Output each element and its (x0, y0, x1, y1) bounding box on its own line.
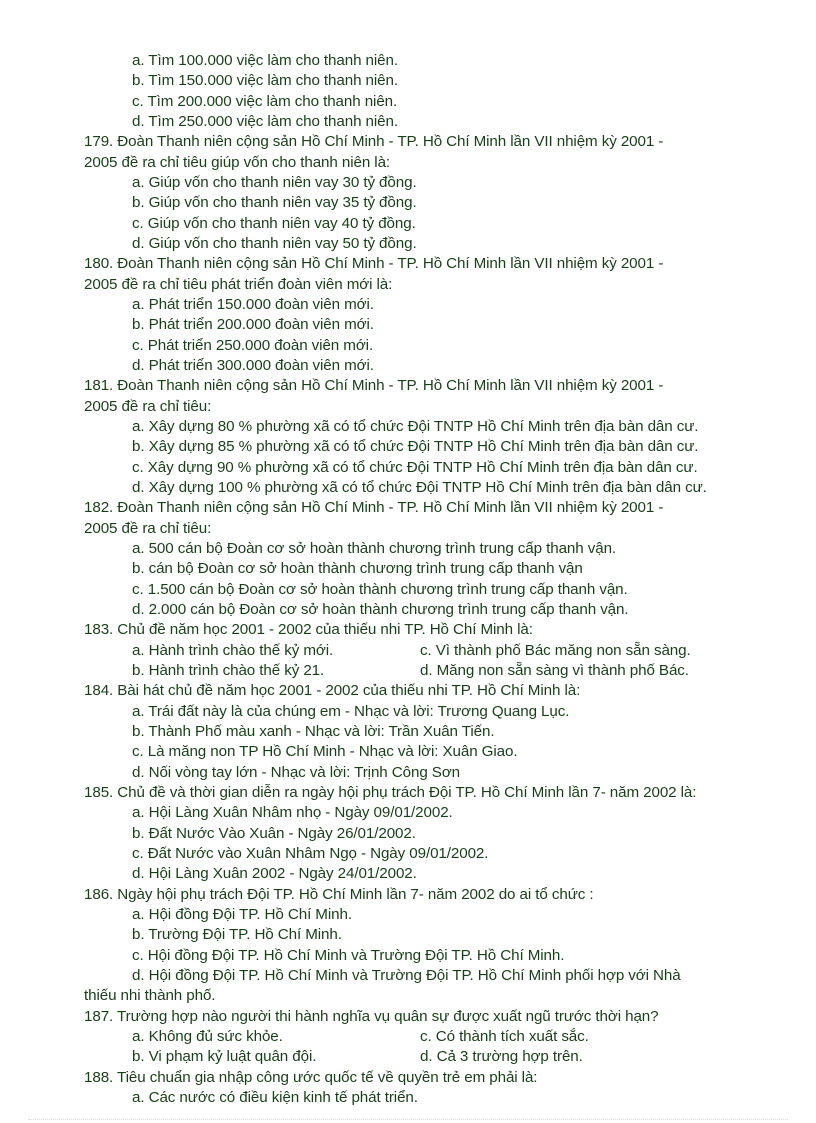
q184-option-a: a. Trái đất này là của chúng em - Nhạc và lời: Trương Quang Lục. (132, 703, 570, 720)
q185-question-line1: 185. Chủ đề và thời gian diễn ra ngày hội phụ trách Đội TP. Hồ Chí Minh lần 7- năm 2002 là: (84, 784, 697, 801)
q180-option-d: d. Phát triển 300.000 đoàn viên mới. (132, 357, 374, 374)
q180-option-a: a. Phát triển 150.000 đoàn viên mới. (132, 296, 374, 313)
q187-question-line1: 187. Trường hợp nào người thi hành nghĩa vụ quân sự được xuất ngũ trước thời hạn? (84, 1008, 659, 1025)
q179-option-b: b. Giúp vốn cho thanh niên vay 35 tỷ đồng. (132, 194, 417, 211)
q183-option-a: a. Hành trình chào thế kỷ mới. (132, 642, 334, 659)
page-bottom-divider (28, 1119, 788, 1120)
q179-option-d: d. Giúp vốn cho thanh niên vay 50 tỷ đồng. (132, 235, 417, 252)
q183-option-c: c. Vì thành phố Bác măng non sẵn sàng. (420, 642, 691, 659)
q183-question-line1: 183. Chủ đề năm học 2001 - 2002 của thiếu nhi TP. Hồ Chí Minh là: (84, 621, 533, 638)
q186-option-c: c. Hội đồng Đội TP. Hồ Chí Minh và Trường Đội TP. Hồ Chí Minh. (132, 947, 565, 964)
q185-option-a: a. Hội Làng Xuân Nhâm nhọ - Ngày 09/01/2002. (132, 804, 453, 821)
q183-option-d: d. Măng non sẵn sàng vì thành phố Bác. (420, 662, 689, 679)
q187-option-a: a. Không đủ sức khỏe. (132, 1028, 283, 1045)
q182-option-b: b. cán bộ Đoàn cơ sở hoàn thành chương trình trung cấp thanh vận (132, 560, 583, 577)
q182-question-line2: 2005 đề ra chỉ tiêu: (84, 520, 212, 537)
q179-question-line1: 179. Đoàn Thanh niên cộng sản Hồ Chí Minh - TP. Hồ Chí Minh lần VII nhiệm kỳ 2001 - (84, 133, 664, 150)
q182-option-c: c. 1.500 cán bộ Đoàn cơ sở hoàn thành chương trình trung cấp thanh vận. (132, 581, 628, 598)
q178-option-b: b. Tìm 150.000 việc làm cho thanh niên. (132, 72, 398, 89)
q186-option-d-continued: thiếu nhi thành phố. (84, 987, 216, 1004)
q185-option-b: b. Đất Nước Vào Xuân - Ngày 26/01/2002. (132, 825, 416, 842)
q186-question-line1: 186. Ngày hội phụ trách Đội TP. Hồ Chí Minh lần 7- năm 2002 do ai tổ chức : (84, 886, 594, 903)
q185-option-d: d. Hội Làng Xuân 2002 - Ngày 24/01/2002. (132, 865, 417, 882)
q181-option-d: d. Xây dựng 100 % phường xã có tổ chức Đội TNTP Hồ Chí Minh trên địa bàn dân cư. (132, 479, 707, 496)
q181-question-line1: 181. Đoàn Thanh niên cộng sản Hồ Chí Minh - TP. Hồ Chí Minh lần VII nhiệm kỳ 2001 - (84, 377, 664, 394)
q179-option-a: a. Giúp vốn cho thanh niên vay 30 tỷ đồng. (132, 174, 417, 191)
q184-question-line1: 184. Bài hát chủ đề năm học 2001 - 2002 của thiếu nhi TP. Hồ Chí Minh là: (84, 682, 581, 699)
q188-question-line1: 188. Tiêu chuẩn gia nhập công ước quốc tế về quyền trẻ em phải là: (84, 1069, 538, 1086)
q184-option-d: d. Nối vòng tay lớn - Nhạc và lời: Trịnh Công Sơn (132, 764, 461, 781)
q182-option-a: a. 500 cán bộ Đoàn cơ sở hoàn thành chương trình trung cấp thanh vận. (132, 540, 617, 557)
q181-question-line2: 2005 đề ra chỉ tiêu: (84, 398, 212, 415)
q182-option-d: d. 2.000 cán bộ Đoàn cơ sở hoàn thành chương trình trung cấp thanh vận. (132, 601, 629, 618)
q187-option-b: b. Vi phạm kỷ luật quân đội. (132, 1048, 317, 1065)
q180-option-b: b. Phát triển 200.000 đoàn viên mới. (132, 316, 374, 333)
q186-option-d: d. Hội đồng Đội TP. Hồ Chí Minh và Trường Đội TP. Hồ Chí Minh phối hợp với Nhà (132, 967, 681, 984)
q179-option-c: c. Giúp vốn cho thanh niên vay 40 tỷ đồng. (132, 215, 416, 232)
q183-option-b: b. Hành trình chào thế kỷ 21. (132, 662, 325, 679)
q181-option-b: b. Xây dựng 85 % phường xã có tổ chức Đội TNTP Hồ Chí Minh trên địa bàn dân cư. (132, 438, 699, 455)
q178-option-a: a. Tìm 100.000 việc làm cho thanh niên. (132, 52, 398, 69)
q187-option-d: d. Cả 3 trường hợp trên. (420, 1048, 583, 1065)
q178-option-c: c. Tìm 200.000 việc làm cho thanh niên. (132, 93, 398, 110)
q180-option-c: c. Phát triển 250.000 đoàn viên mới. (132, 337, 374, 354)
q186-option-a: a. Hội đồng Đội TP. Hồ Chí Minh. (132, 906, 352, 923)
q185-option-c: c. Đất Nước vào Xuân Nhâm Ngọ - Ngày 09/01/2002. (132, 845, 489, 862)
q180-question-line2: 2005 đề ra chỉ tiêu phát triển đoàn viên mới là: (84, 276, 393, 293)
q186-option-b: b. Trường Đội TP. Hồ Chí Minh. (132, 926, 342, 943)
q184-option-b: b. Thành Phố màu xanh - Nhạc và lời: Trần Xuân Tiến. (132, 723, 495, 740)
q187-option-c: c. Có thành tích xuất sắc. (420, 1028, 589, 1045)
q181-option-c: c. Xây dựng 90 % phường xã có tổ chức Đội TNTP Hồ Chí Minh trên địa bàn dân cư. (132, 459, 698, 476)
q182-question-line1: 182. Đoàn Thanh niên cộng sản Hồ Chí Minh - TP. Hồ Chí Minh lần VII nhiệm kỳ 2001 - (84, 499, 664, 516)
q180-question-line1: 180. Đoàn Thanh niên cộng sản Hồ Chí Minh - TP. Hồ Chí Minh lần VII nhiệm kỳ 2001 - (84, 255, 664, 272)
q181-option-a: a. Xây dựng 80 % phường xã có tổ chức Đội TNTP Hồ Chí Minh trên địa bàn dân cư. (132, 418, 699, 435)
q188-option-a: a. Các nước có điều kiện kinh tế phát triển. (132, 1089, 418, 1106)
q184-option-c: c. Là măng non TP Hồ Chí Minh - Nhạc và lời: Xuân Giao. (132, 743, 518, 760)
q179-question-line2: 2005 đề ra chỉ tiêu giúp vốn cho thanh niên là: (84, 154, 391, 171)
q178-option-d: d. Tìm 250.000 việc làm cho thanh niên. (132, 113, 398, 130)
